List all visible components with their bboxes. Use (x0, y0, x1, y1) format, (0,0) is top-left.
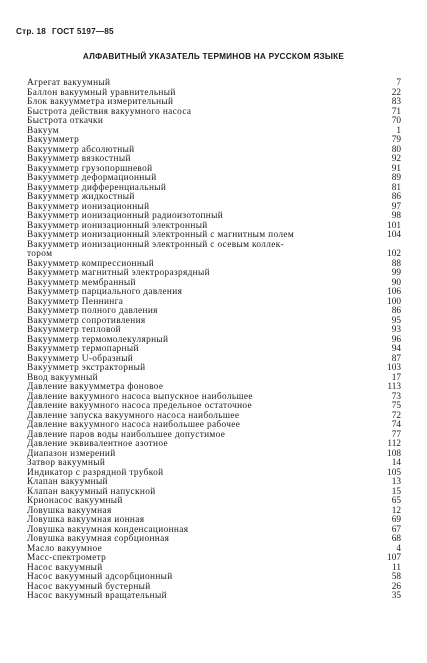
entry-number: 15 (391, 486, 401, 497)
entry-number: 113 (387, 382, 401, 392)
entry-number: 105 (387, 467, 401, 478)
entry-term: Крионасос вакуумный (27, 496, 123, 506)
entry-term: Вакуумметр деформационный (27, 173, 157, 183)
entry-term: Вакуумметр экстракторный (27, 363, 146, 373)
entry-number: 73 (391, 391, 401, 402)
entry-term: Ловушка вакуумная ионная (27, 515, 145, 525)
entry-number: 69 (391, 515, 401, 525)
entry-term: Давление вакуумного насоса наибольшее рабочее (27, 420, 241, 430)
entry-term: Давление эквивалентное азотное (27, 439, 168, 449)
entry-number: 77 (391, 429, 401, 440)
entry-term: Давление вакуумного насоса предельное остаточное (27, 401, 253, 411)
entry-term: Вакуумметр сопротивления (27, 315, 146, 326)
entry-term: Вакуумметр ионизационный электронный с магнитным полем (27, 230, 295, 240)
entry-term: Давление паров воды наибольшее допустимое (27, 429, 226, 440)
entry-term: Вакуумметр грузопоршневой (27, 163, 153, 174)
entry-number: 94 (391, 344, 401, 354)
entry-term: Ловушка вакуумная конденсационная (27, 524, 189, 535)
entry-number: 68 (391, 534, 401, 544)
entry-term: Затвор вакуумный (27, 458, 106, 468)
entry-term: Насос вакуумный (27, 562, 103, 573)
entry-number: 72 (391, 410, 401, 421)
entry-term: Вакуумметр ионизационный электронный с осевым коллек- (27, 239, 285, 250)
index-title: АЛФАВИТНЫЙ УКАЗАТЕЛЬ ТЕРМИНОВ НА РУССКОМ ЯЗЫКЕ (82, 52, 345, 61)
entry-number: 14 (391, 458, 401, 468)
entry-number: 71 (391, 106, 401, 117)
entry-number: 98 (391, 211, 401, 221)
page-number: Стр. 18 (16, 27, 46, 36)
entry-term: Вакуумметр компрессионный (27, 258, 155, 269)
entry-term: Баллон вакуумный уравнительный (27, 87, 176, 98)
entry-term: Быстрота откачки (27, 116, 104, 126)
entry-number: 97 (391, 201, 401, 212)
entry-number: 89 (391, 173, 401, 183)
entry-number: 91 (391, 163, 401, 174)
entry-number: 112 (387, 439, 401, 449)
entry-number: 75 (391, 401, 401, 411)
entry-term: тором (27, 249, 53, 259)
entry-term: Блок вакуумметра измерительный (27, 97, 174, 107)
entry-number: 83 (391, 97, 401, 107)
entry-term: Быстрота действия вакуумного насоса (27, 106, 192, 117)
entry-term: Клапан вакуумный (27, 477, 108, 487)
entry-number: 96 (391, 334, 401, 345)
entry-number: 7 (396, 78, 401, 88)
index-entry (27, 592, 401, 602)
entry-term: Вакуумметр термопарный (27, 344, 139, 354)
entry-number: 100 (387, 296, 401, 307)
entry-number: 88 (391, 258, 401, 269)
entry-term: Ловушка вакуумная (27, 505, 112, 516)
entry-term: Вакуумметр тепловой (27, 325, 121, 335)
entry-term: Вакуумметр дифференциальный (27, 182, 167, 193)
entry-number: 12 (391, 505, 401, 516)
entry-term: Ловушка вакуумная сорбционная (27, 534, 170, 544)
entry-number: 74 (391, 420, 401, 430)
index-entry (27, 241, 401, 251)
entry-number: 103 (387, 363, 401, 373)
entry-number: 102 (387, 249, 401, 259)
standard-code: ГОСТ 5197—85 (51, 27, 114, 36)
entry-term: Давление запуска вакуумного насоса наибольшее (27, 410, 240, 421)
entry-number: 107 (387, 553, 401, 563)
entry-term: Вакуумметр термомолекулярный (27, 334, 169, 345)
entry-term: Масло вакуумное (27, 543, 103, 554)
entry-number: 67 (391, 524, 401, 535)
entry-number: 1 (396, 125, 401, 136)
entry-term: Вакуумметр жидкостный (27, 192, 135, 202)
entry-term: Насос вакуумный бустерный (27, 581, 151, 592)
entry-term: Вакуумметр абсолютный (27, 144, 135, 155)
entry-number: 80 (391, 144, 401, 155)
entry-term: Масс-спектрометр (27, 553, 107, 563)
entry-number: 108 (387, 448, 401, 459)
entry-term: Вакуумметр вязкостный (27, 154, 131, 164)
entry-term: Вакуумметр парциального давления (27, 287, 183, 297)
entry-term: Вакуумметр ионизационный (27, 201, 150, 212)
entry-number: 58 (391, 572, 401, 582)
entry-number: 99 (391, 268, 401, 278)
entry-term: Вакуумметр полного давления (27, 306, 158, 316)
entry-number: 93 (391, 325, 401, 335)
entry-number: 81 (391, 182, 401, 193)
entry-number: 86 (391, 192, 401, 202)
entry-term: Ввод вакуумный (27, 372, 98, 383)
entry-number: 79 (391, 135, 401, 145)
entry-term: Диапазон измерений (27, 448, 116, 459)
entry-term: Вакуумметр мембранный (27, 277, 136, 288)
entry-number: 35 (391, 591, 401, 601)
entry-term: Вакуумметр U-образный (27, 353, 134, 364)
index-entry (27, 127, 401, 137)
entry-term: Давление вакуумметра фоновое (27, 382, 164, 392)
entry-number: 70 (391, 116, 401, 126)
entry-number: 92 (391, 154, 401, 164)
entry-term: Вакуум (27, 125, 59, 136)
entry-number: 101 (387, 220, 401, 231)
entry-number: 104 (387, 230, 401, 240)
entry-number: 11 (392, 562, 401, 573)
entry-term: Агрегат вакуумный (27, 78, 111, 88)
entry-term: Клапан вакуумный напускной (27, 486, 156, 497)
entry-term: Вакуумметр (27, 135, 80, 145)
entry-number: 86 (391, 306, 401, 316)
entry-term: Насос вакуумный вращательный (27, 591, 167, 601)
index-entry (27, 117, 401, 127)
entry-number: 87 (391, 353, 401, 364)
entry-term: Давление вакуумного насоса выпускное наибольшее (27, 391, 253, 402)
entry-number: 22 (391, 87, 401, 98)
entry-number: 95 (391, 315, 401, 326)
entry-term: Насос вакуумный адсорбционный (27, 572, 173, 582)
entry-term: Вакуумметр магнитный электроразрядный (27, 268, 210, 278)
entry-term: Вакуумметр Пеннинга (27, 296, 124, 307)
entry-number: 106 (387, 287, 401, 297)
entry-term: Индикатор с разрядной трубкой (27, 467, 164, 478)
entry-number: 13 (391, 477, 401, 487)
entry-number: 17 (391, 372, 401, 383)
entry-term: Вакуумметр ионизационный радиоизотопный (27, 211, 224, 221)
page-header (16, 27, 114, 36)
entry-term: Вакуумметр ионизационный электронный (27, 220, 208, 231)
entry-number: 90 (391, 277, 401, 288)
term-index-list (27, 79, 401, 602)
entry-number: 26 (391, 581, 401, 592)
entry-number: 4 (396, 543, 401, 554)
entry-number: 65 (391, 496, 401, 506)
